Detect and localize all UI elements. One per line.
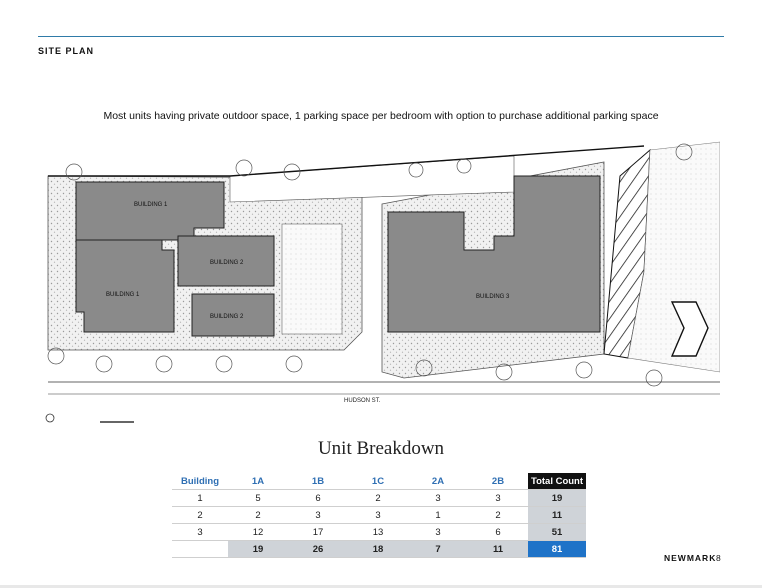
- street-label: HUDSON ST.: [344, 398, 381, 404]
- cell-2a: 3: [435, 526, 441, 538]
- building-label-1a: BUILDING 1: [134, 202, 168, 208]
- cell-1c: 13: [372, 526, 384, 538]
- header-1c: 1C: [371, 475, 385, 487]
- building-1-south: [76, 240, 174, 332]
- unit-breakdown-title: Unit Breakdown: [317, 438, 445, 459]
- total-1c: 18: [348, 541, 408, 558]
- cell-1c: 3: [375, 509, 381, 521]
- total-2a: 7: [408, 541, 468, 558]
- cell-1b: 17: [312, 526, 324, 538]
- section-title: SITE PLAN: [38, 46, 95, 56]
- cell-2b: 3: [495, 492, 501, 504]
- totals-row: [172, 541, 586, 558]
- table-row: [172, 490, 586, 507]
- unit-breakdown-table: [172, 473, 586, 558]
- header-2a: 2A: [431, 475, 445, 487]
- building-label-3: BUILDING 3: [476, 294, 510, 300]
- cell-building: 3: [197, 526, 203, 538]
- cell-total: 19: [528, 490, 586, 507]
- building-label-2b: BUILDING 2: [210, 314, 244, 320]
- cell-2b: 6: [495, 526, 501, 538]
- page-number: 8: [716, 553, 721, 563]
- cell-1c: 2: [375, 492, 381, 504]
- cell-2b: 2: [495, 509, 501, 521]
- header-total-count: Total Count: [528, 473, 586, 490]
- courtyard: [282, 224, 342, 334]
- cell-1a: 5: [255, 492, 261, 504]
- header-2b: 2B: [491, 475, 505, 487]
- grand-total: 81: [528, 541, 586, 558]
- building-label-1b: BUILDING 1: [106, 292, 140, 298]
- header-building: Building: [181, 475, 219, 487]
- total-1b: 26: [288, 541, 348, 558]
- cell-1b: 6: [315, 492, 321, 504]
- cell-total: 51: [528, 524, 586, 541]
- cell-building: 1: [197, 492, 203, 504]
- totals-label: [172, 541, 228, 558]
- site-plan-subtitle: Most units having private outdoor space, 1 parking space per bedroom with option to purchase additional parking space: [103, 110, 659, 122]
- cell-2a: 3: [435, 492, 441, 504]
- table-row: [172, 524, 586, 541]
- cell-1b: 3: [315, 509, 321, 521]
- cell-building: 2: [197, 509, 203, 521]
- total-1a: 19: [228, 541, 288, 558]
- plan-key-icon: [46, 414, 54, 422]
- cell-1a: 2: [255, 509, 261, 521]
- header-1a: 1A: [251, 475, 265, 487]
- site-plan-drawing: [44, 132, 720, 432]
- total-2b: 11: [468, 541, 528, 558]
- cell-total: 11: [528, 507, 586, 524]
- building-label-2a: BUILDING 2: [210, 260, 244, 266]
- table-header-row: [172, 473, 586, 490]
- cell-1a: 12: [252, 526, 264, 538]
- header-1b: 1B: [311, 475, 325, 487]
- brand-name: NEWMARK: [664, 553, 717, 563]
- table-row: [172, 507, 586, 524]
- cell-2a: 1: [435, 509, 441, 521]
- header-rule: [38, 36, 724, 37]
